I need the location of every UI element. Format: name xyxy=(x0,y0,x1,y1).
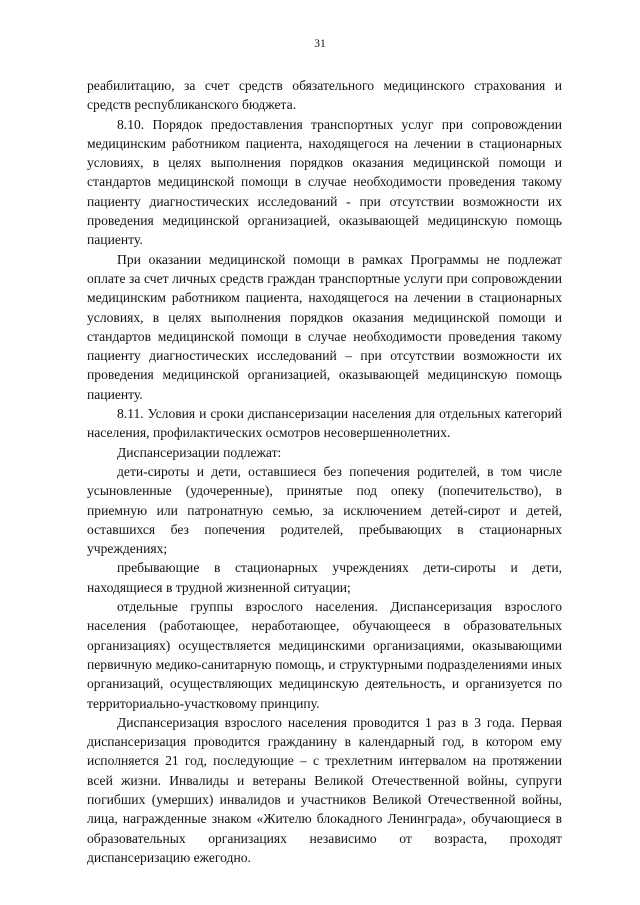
paragraph-8-10: 8.10. Порядок предоставления транспортных услуг при сопровождении медицинским работником пациента, находящегося на лечении в стационарных условиях, в целях выполнения порядков оказания медицинской помощи и стандартов медицинской помощи в случае необходимости проведения такому пациенту диагностических исследований - при отсутствии возможности их проведения медицинской организацией, оказывающей медицинскую помощь пациенту. xyxy=(87,116,562,248)
paragraph-transport-services: При оказании медицинской помощи в рамках Программы не подлежат оплате за счет личных средств граждан транспортные услуги при сопровождении медицинским работником пациента, находящегося на лечении в стационарных условиях, в целях выполнения порядков оказания медицинской помощи и стандартов медицинской помощи в случае необходимости проведения такому пациенту диагностических исследований – при отсутствии возможности их проведения медицинской организацией, оказывающей медицинскую помощь пациенту. xyxy=(87,251,562,402)
document-body xyxy=(87,76,562,867)
paragraph-subject-to-screening: Диспансеризации подлежат: xyxy=(117,444,282,460)
list-item-children-difficult-situation: пребывающие в стационарных учреждениях дети-сироты и дети, находящиеся в трудной жизненной ситуации; xyxy=(87,560,562,595)
paragraph-continuation: реабилитацию, за счет средств обязательного медицинского страхования и средств республиканского бюджета. xyxy=(87,78,562,113)
list-item-orphans: дети-сироты и дети, оставшиеся без попечения родителей, в том числе усыновленные (удочеренные), принятые под опеку (попечительство), в приемную или патронатную семью, за исключением детей-сирот и детей, оставшихся без попечения родителей, пребывающих в стационарных учреждениях; xyxy=(87,463,562,557)
paragraph-8-11: 8.11. Условия и сроки диспансеризации населения для отдельных категорий населения, профилактических осмотров несовершеннолетних. xyxy=(87,406,562,441)
list-item-adult-population: отдельные группы взрослого населения. Диспансеризация взрослого населения (работающее, неработающее, обучающееся в образовательных организациях) осуществляется медицинскими организациями, оказывающими первичную медико-санитарную помощь, и структурными подразделениями иных организаций, осуществляющих медицинскую деятельность, и организуется по территориально-участковому принципу. xyxy=(87,599,562,711)
page-number: 31 xyxy=(314,38,326,50)
paragraph-adult-screening-frequency: Диспансеризация взрослого населения проводится 1 раз в 3 года. Первая диспансеризация проводится гражданину в календарный год, в котором ему исполняется 21 год, последующие – с трехлетним интервалом на протяжении всей жизни. Инвалиды и ветераны Великой Отечественной войны, супруги погибших (умерших) инвалидов и участников Великой Отечественной войны, лица, награжденные знаком «Жителю блокадного Ленинграда», обучающиеся в образовательных организациях независимо от возраста, проходят диспансеризацию ежегодно. xyxy=(87,714,562,865)
